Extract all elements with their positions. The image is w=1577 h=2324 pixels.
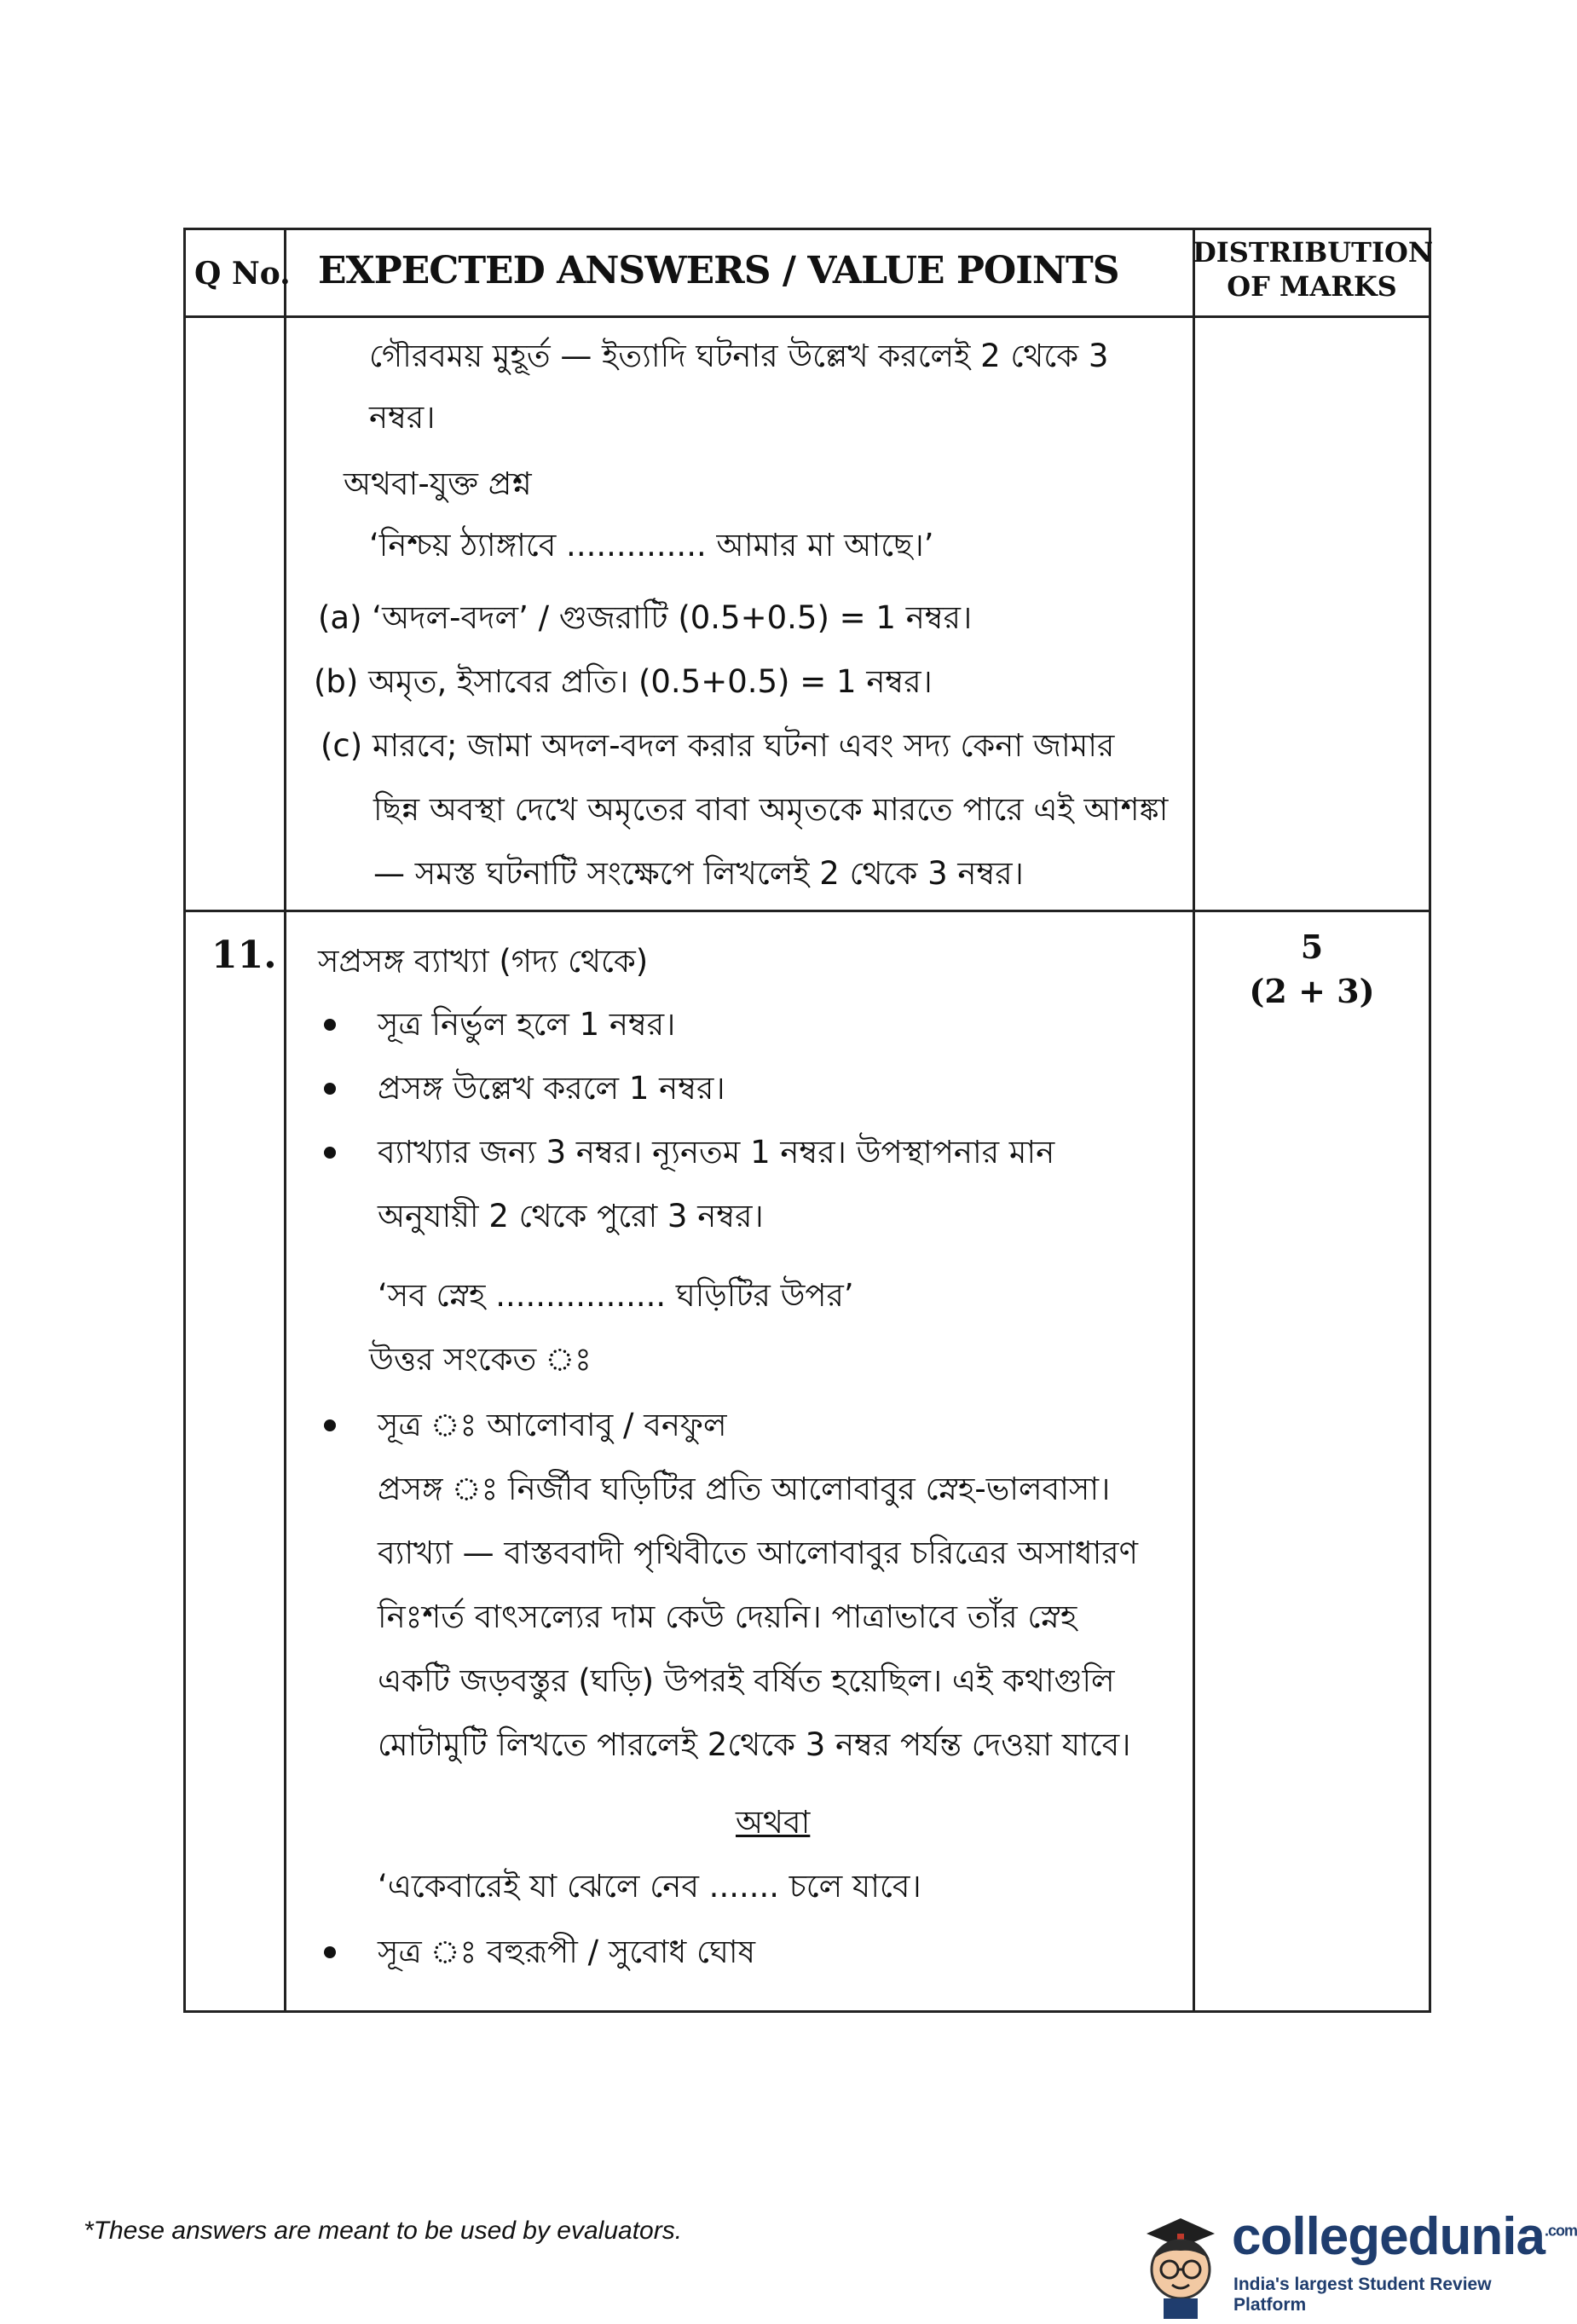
bullet <box>324 1147 336 1159</box>
answer-line: অথবা-যুক্ত প্রশ্ন <box>344 465 532 502</box>
bullet <box>324 1419 336 1431</box>
answer-line: ‘সব স্নেহ ................. ঘড়িটির উপর’ <box>378 1277 854 1314</box>
answer-line: নিঃশর্ত বাৎসল্যের দাম কেউ দেয়নি। পাত্রাভাবে তাঁর স্নেহ <box>378 1598 1077 1635</box>
answer-line: সূত্র নির্ভুল হলে 1 নম্বর। <box>378 1006 676 1043</box>
column-divider-marks <box>1193 230 1195 2010</box>
answer-line: ব্যাখ্যার জন্য 3 নম্বর। ন্যূনতম 1 নম্বর। উপস্থাপনার মান <box>378 1134 1055 1171</box>
answer-line: সূত্র ঃ বহুরূপী / সুবোধ ঘোষ <box>378 1934 755 1970</box>
answer-or-heading: অথবা <box>736 1804 811 1841</box>
marks-total: 5 <box>1300 928 1324 966</box>
answer-line: একটি জড়বস্তুর (ঘড়ি) উপরই বর্ষিত হয়েছিল। এই কথাগুলি <box>378 1662 1115 1699</box>
answer-line: উত্তর সংকেত ঃ <box>369 1341 592 1378</box>
bullet <box>324 1946 336 1958</box>
header-distribution-line2: OF MARKS <box>1227 270 1397 303</box>
header-qno: Q No. <box>194 256 291 292</box>
collegedunia-logo[interactable] <box>1129 2200 1577 2319</box>
answer-line: ‘একেবারেই যা ঝেলে নেব ....... চলে যাবে। <box>378 1868 921 1905</box>
brand-suffix: .com <box>1544 2222 1577 2240</box>
header-distribution <box>1193 235 1434 304</box>
answer-line: নম্বর। <box>369 399 436 436</box>
row-divider <box>186 910 1429 912</box>
brand-tagline: India's largest Student Review Platform <box>1233 2275 1492 2315</box>
brand-name-text: collegedunia <box>1232 2207 1545 2266</box>
answer-line: (a) ‘অদল-বদল’ / গুজরাটি (0.5+0.5) = 1 নম্বর। <box>318 599 973 636</box>
answer-line: মোটামুটি লিখতে পারলেই 2থেকে 3 নম্বর পর্যন্ত দেওয়া যাবে। <box>378 1726 1131 1763</box>
answer-line: ‘নিশ্চয় ঠ্যাঙ্গাবে .............. আমার মা আছে।’ <box>369 527 934 564</box>
column-divider-qno <box>284 230 286 2010</box>
answer-line: গৌরবময় মুহূর্ত — ইত্যাদি ঘটনার উল্লেখ করলেই 2 থেকে 3 <box>369 338 1109 374</box>
answer-line: (c) মারবে; জামা অদল-বদল করার ঘটনা এবং সদ্য কেনা জামার <box>321 727 1115 764</box>
answer-line: সূত্র ঃ আলোবাবু / বনফুল <box>378 1407 727 1443</box>
answer-line: অনুযায়ী 2 থেকে পুরো 3 নম্বর। <box>378 1198 764 1234</box>
answer-line: ছিন্ন অবস্থা দেখে অমৃতের বাবা অমৃতকে মারতে পারে এই আশঙ্কা <box>373 791 1169 828</box>
header-distribution-line1: DISTRIBUTION <box>1193 236 1434 269</box>
answer-line: সপ্রসঙ্গ ব্যাখ্যা (গদ্য থেকে) <box>318 943 649 980</box>
answer-line: ব্যাখ্যা — বাস্তববাদী পৃথিবীতে আলোবাবুর চরিত্রের অসাধারণ <box>378 1535 1139 1571</box>
header-answers: EXPECTED ANSWERS / VALUE POINTS <box>318 249 1119 292</box>
answer-line: (b) অমৃত, ইসাবের প্রতি। (0.5+0.5) = 1 নম্বর। <box>314 663 933 700</box>
header-divider <box>186 315 1429 318</box>
student-mascot-icon <box>1129 2200 1232 2319</box>
question-number: 11. <box>211 934 277 977</box>
answer-line: প্রসঙ্গ ঃ নির্জীব ঘড়িটির প্রতি আলোবাবুর স্নেহ-ভালবাসা। <box>378 1471 1111 1507</box>
marks-split: (2 + 3) <box>1249 972 1375 1010</box>
bullet <box>324 1019 336 1031</box>
footer-note: *These answers are meant to be used by evaluators. <box>84 2217 683 2245</box>
answer-line: প্রসঙ্গ উল্লেখ করলে 1 নম্বর। <box>378 1070 725 1107</box>
bullet <box>324 1083 336 1095</box>
brand-name <box>1232 2206 1577 2267</box>
answer-table <box>183 228 1434 2013</box>
answer-line: — সমস্ত ঘটনাটি সংক্ষেপে লিখলেই 2 থেকে 3 নম্বর। <box>373 855 1024 892</box>
